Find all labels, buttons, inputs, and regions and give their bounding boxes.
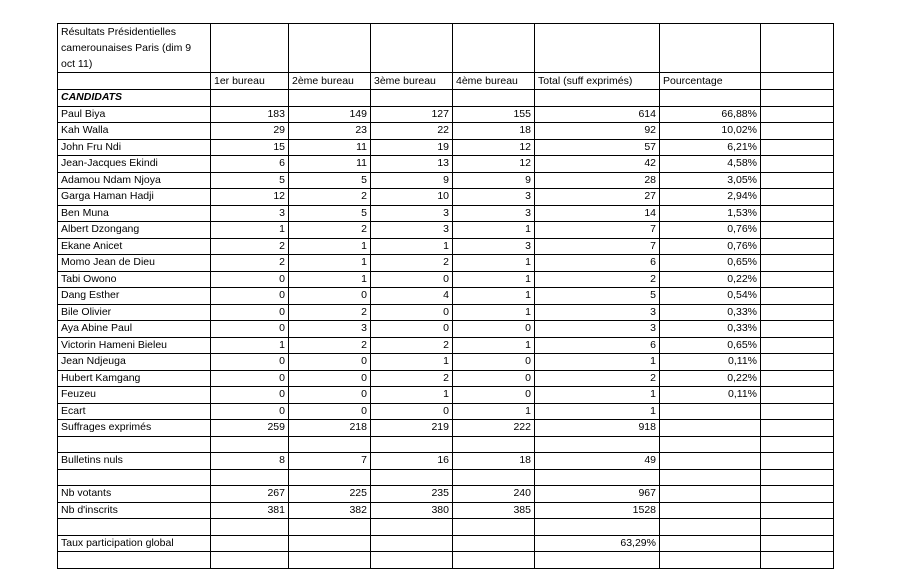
percent-cell: 0,33% [660,304,761,321]
vote-cell: 42 [535,156,660,173]
percent-cell: 0,54% [660,288,761,305]
vote-cell: 5 [211,172,289,189]
candidate-name: Bile Olivier [58,304,211,321]
vote-cell: 127 [371,106,453,123]
percent-cell: 2,94% [660,189,761,206]
vote-cell: 3 [453,238,535,255]
vote-cell: 28 [535,172,660,189]
value-cell: 267 [211,486,289,503]
percent-cell: 66,88% [660,106,761,123]
vote-cell: 11 [289,139,371,156]
value-cell: 18 [453,453,535,470]
candidate-name: Hubert Kamgang [58,370,211,387]
vote-cell: 2 [211,255,289,272]
vote-cell: 2 [371,337,453,354]
candidate-row [58,354,834,371]
candidate-row [58,106,834,123]
percent-cell: 0,11% [660,387,761,404]
vote-cell: 0 [211,403,289,420]
vote-cell: 3 [535,304,660,321]
percent-cell: 0,65% [660,337,761,354]
candidate-row [58,403,834,420]
value-cell: 16 [371,453,453,470]
vote-cell: 183 [211,106,289,123]
candidate-name: Garga Haman Hadji [58,189,211,206]
candidate-row [58,337,834,354]
candidate-row [58,321,834,338]
vote-cell: 4 [371,288,453,305]
vote-cell: 0 [371,271,453,288]
blank-row [58,519,834,536]
vote-cell: 1 [453,222,535,239]
percent-cell [660,403,761,420]
percent-cell: 0,22% [660,271,761,288]
candidate-row [58,238,834,255]
vote-cell: 1 [371,238,453,255]
percent-cell: 0,11% [660,354,761,371]
vote-cell: 1 [371,354,453,371]
candidate-name: Kah Walla [58,123,211,140]
vote-cell: 19 [371,139,453,156]
vote-cell: 7 [535,238,660,255]
vote-cell: 2 [371,370,453,387]
percent-cell: 10,02% [660,123,761,140]
row-label: Taux participation global [58,535,211,552]
vote-cell: 2 [535,271,660,288]
candidate-row [58,255,834,272]
votants-row [58,486,834,503]
candidate-name: John Fru Ndi [58,139,211,156]
candidate-row [58,288,834,305]
vote-cell: 57 [535,139,660,156]
vote-cell: 0 [289,354,371,371]
vote-cell: 1 [211,222,289,239]
candidate-name: Jean Ndjeuga [58,354,211,371]
vote-cell: 29 [211,123,289,140]
vote-cell: 92 [535,123,660,140]
vote-cell: 1 [535,403,660,420]
inscrits-row [58,502,834,519]
vote-cell: 22 [371,123,453,140]
vote-cell: 0 [211,271,289,288]
value-cell: 240 [453,486,535,503]
candidate-row [58,370,834,387]
candidate-name: Albert Dzongang [58,222,211,239]
vote-cell: 0 [289,403,371,420]
sheet-title: Résultats Présidentielles camerounaises Paris (dim 9 oct 11) [58,24,211,73]
candidate-row [58,189,834,206]
value-cell: 8 [211,453,289,470]
row-label: Suffrages exprimés [58,420,211,437]
vote-cell: 3 [453,205,535,222]
value-cell: 7 [289,453,371,470]
results-table [57,23,834,569]
vote-cell: 0 [453,354,535,371]
vote-cell: 23 [289,123,371,140]
vote-cell: 9 [371,172,453,189]
candidate-name: Ecart [58,403,211,420]
vote-cell: 0 [211,288,289,305]
vote-cell: 5 [289,205,371,222]
vote-cell: 155 [453,106,535,123]
vote-cell: 614 [535,106,660,123]
candidate-row [58,222,834,239]
vote-cell: 0 [371,304,453,321]
vote-cell: 7 [535,222,660,239]
value-cell: 222 [453,420,535,437]
candidate-row [58,172,834,189]
vote-cell: 149 [289,106,371,123]
percent-cell: 0,76% [660,222,761,239]
vote-cell: 0 [289,387,371,404]
vote-cell: 1 [211,337,289,354]
vote-cell: 5 [535,288,660,305]
value-cell: 219 [371,420,453,437]
candidate-row [58,304,834,321]
percent-cell: 6,21% [660,139,761,156]
vote-cell: 2 [211,238,289,255]
value-cell: 225 [289,486,371,503]
header-cell: Total (suff exprimés) [535,73,660,90]
value-cell: 381 [211,502,289,519]
percent-cell: 0,65% [660,255,761,272]
value-cell: 382 [289,502,371,519]
vote-cell: 2 [535,370,660,387]
candidate-name: Aya Abine Paul [58,321,211,338]
candidate-name: Dang Esther [58,288,211,305]
percent-cell: 0,22% [660,370,761,387]
taux-row [58,535,834,552]
vote-cell: 1 [453,271,535,288]
value-cell: 218 [289,420,371,437]
vote-cell: 1 [289,255,371,272]
vote-cell: 0 [289,288,371,305]
vote-cell: 6 [535,337,660,354]
vote-cell: 1 [289,238,371,255]
vote-cell: 1 [453,304,535,321]
blank-row [58,436,834,453]
percent-cell: 0,76% [660,238,761,255]
candidate-name: Ekane Anicet [58,238,211,255]
candidate-name: Feuzeu [58,387,211,404]
vote-cell: 5 [289,172,371,189]
candidate-row [58,205,834,222]
candidate-row [58,156,834,173]
vote-cell: 13 [371,156,453,173]
suffrages-row [58,420,834,437]
percent-cell: 4,58% [660,156,761,173]
value-cell: 967 [535,486,660,503]
header-cell: 2ème bureau [289,73,371,90]
header-cell: 1er bureau [211,73,289,90]
row-label: Nb d'inscrits [58,502,211,519]
vote-cell: 2 [289,189,371,206]
vote-cell: 6 [535,255,660,272]
percent-cell: 3,05% [660,172,761,189]
vote-cell: 0 [453,370,535,387]
percent-cell: 1,53% [660,205,761,222]
value-cell: 259 [211,420,289,437]
vote-cell: 6 [211,156,289,173]
vote-cell: 12 [211,189,289,206]
row-label: Nb votants [58,486,211,503]
candidate-row [58,387,834,404]
vote-cell: 9 [453,172,535,189]
blank-row [58,469,834,486]
vote-cell: 0 [371,321,453,338]
vote-cell: 2 [371,255,453,272]
vote-cell: 14 [535,205,660,222]
candidate-row [58,123,834,140]
vote-cell: 0 [289,370,371,387]
vote-cell: 15 [211,139,289,156]
vote-cell: 1 [453,337,535,354]
vote-cell: 1 [535,354,660,371]
vote-cell: 18 [453,123,535,140]
nuls-row [58,453,834,470]
vote-cell: 2 [289,222,371,239]
candidats-row [58,90,834,107]
vote-cell: 27 [535,189,660,206]
candidate-name: Tabi Owono [58,271,211,288]
candidate-name: Ben Muna [58,205,211,222]
vote-cell: 0 [211,387,289,404]
vote-cell: 0 [211,370,289,387]
candidate-name: Momo Jean de Dieu [58,255,211,272]
vote-cell: 1 [289,271,371,288]
vote-cell: 3 [289,321,371,338]
vote-cell: 1 [371,387,453,404]
candidats-label: CANDIDATS [58,90,211,107]
value-cell: 49 [535,453,660,470]
candidate-name: Jean-Jacques Ekindi [58,156,211,173]
header-row [58,73,834,90]
value-cell: 380 [371,502,453,519]
vote-cell: 1 [535,387,660,404]
candidate-name: Paul Biya [58,106,211,123]
candidate-row [58,139,834,156]
vote-cell: 10 [371,189,453,206]
header-cell: 3ème bureau [371,73,453,90]
title-row [58,24,834,73]
vote-cell: 0 [371,403,453,420]
vote-cell: 3 [211,205,289,222]
vote-cell: 0 [453,321,535,338]
vote-cell: 3 [371,222,453,239]
value-cell: 235 [371,486,453,503]
vote-cell: 0 [453,387,535,404]
value-cell: 1528 [535,502,660,519]
value-cell: 918 [535,420,660,437]
vote-cell: 11 [289,156,371,173]
vote-cell: 2 [289,337,371,354]
vote-cell: 3 [371,205,453,222]
vote-cell: 2 [289,304,371,321]
vote-cell: 1 [453,403,535,420]
taux-value: 63,29% [535,535,660,552]
candidate-name: Adamou Ndam Njoya [58,172,211,189]
vote-cell: 3 [535,321,660,338]
vote-cell: 0 [211,321,289,338]
value-cell: 385 [453,502,535,519]
vote-cell: 0 [211,304,289,321]
header-cell: Pourcentage [660,73,761,90]
vote-cell: 0 [211,354,289,371]
percent-cell: 0,33% [660,321,761,338]
vote-cell: 12 [453,156,535,173]
candidate-name: Victorin Hameni Bieleu [58,337,211,354]
vote-cell: 1 [453,288,535,305]
blank-row [58,552,834,569]
vote-cell: 12 [453,139,535,156]
vote-cell: 1 [453,255,535,272]
row-label: Bulletins nuls [58,453,211,470]
header-cell: 4ème bureau [453,73,535,90]
vote-cell: 3 [453,189,535,206]
candidate-row [58,271,834,288]
